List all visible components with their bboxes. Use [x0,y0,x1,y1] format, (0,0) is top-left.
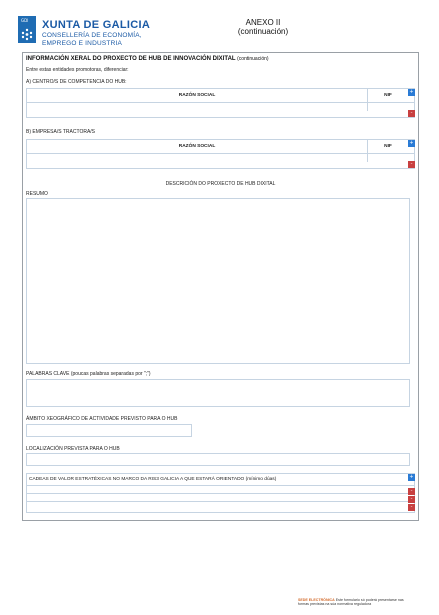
ambito-label: ÁMBITO XEOGRÁFICO DE ACTIVIDADE PREVISTO PARA O HUB [26,416,178,422]
table-empresas [26,139,415,169]
keywords-label [26,371,151,377]
resumo-label: RESUMO [26,191,48,197]
cadeas-hint: (mínimo dúas) [245,477,277,482]
remove-row-button[interactable]: - [408,110,415,117]
annex-label: ANEXO II [245,18,281,27]
col-header-nif: NIF [384,93,392,98]
section-a-label: A) CENTRO/S DE COMPETENCIA DO HUB: [26,79,127,85]
add-row-button[interactable]: + [409,474,414,480]
annex-title [233,18,293,36]
keywords-label-text: PALABRAS CLAVE [26,371,70,377]
table-header-row [27,89,414,103]
add-row-button[interactable]: + [409,89,414,95]
table-header-row [27,140,414,154]
remove-row-button[interactable]: - [408,496,415,503]
footer-brand: SEDE ELECTRÓNICA [298,598,335,602]
col-header-nif: NIF [384,144,392,149]
department-line-1: CONSELLERÍA DE ECONOMÍA, [42,32,142,39]
intro-text: Entre estas entidades promotoras, diferenciar: [26,67,129,73]
brand-name: XUNTA DE GALICIA [42,19,151,31]
footer-note [298,598,432,606]
table-row[interactable] [27,502,414,510]
remove-row-button[interactable]: - [408,504,415,511]
table-row [27,103,414,111]
add-row-button[interactable]: + [409,140,414,146]
table-cadeas [26,473,415,513]
localizacion-label: LOCALIZACIÓN PREVISTA PARA O HUB [26,446,120,452]
table-row[interactable] [27,486,414,494]
department-name [42,32,142,47]
localizacion-input[interactable] [26,453,410,466]
form-title [26,56,269,62]
ambito-input[interactable] [26,424,192,437]
keywords-hint: (poucas palabras separadas por ";") [70,371,151,377]
footer-line-1: Este formulario só poderá presentarse nas [335,598,404,602]
document-header [18,12,428,52]
form-title-text: INFORMACIÓN XERAL DO PROXECTO DE HUB DE INNOVACIÓN DIXITAL [26,56,236,62]
remove-row-button[interactable]: - [408,161,415,168]
xunta-logo [18,16,36,43]
cross-dots-icon [20,28,34,41]
section-b-label: B) EMPRESA/S TRACTORA/S [26,129,95,135]
footer-line-2: formas previstas na súa normativa reguladora [298,602,372,606]
cadeas-label [29,474,276,486]
table-centros [26,88,415,118]
table-row [27,154,414,162]
col-header-razon-social: RAZÓN SOCIAL [178,93,216,98]
form-title-suffix: (continuación) [237,56,269,62]
department-line-2: EMPREGO E INDUSTRIA [42,39,123,47]
logo-caption: GDI [21,18,29,23]
resumo-textarea[interactable] [26,198,410,364]
annex-subtitle: (continuación) [237,27,289,36]
col-header-razon-social: RAZÓN SOCIAL [178,144,216,149]
keywords-textarea[interactable] [26,379,410,407]
remove-row-button[interactable]: - [408,488,415,495]
table-header-row [27,474,414,486]
description-title: DESCRICIÓN DO PROXECTO DE HUB DIXITAL [165,181,276,187]
table-row[interactable] [27,494,414,502]
cadeas-label-text: CADEAS DE VALOR ESTRATÉXICAS NO MARCO DA RIS3 GALICIA A QUE ESTARÁ ORIENTADO [29,477,245,482]
